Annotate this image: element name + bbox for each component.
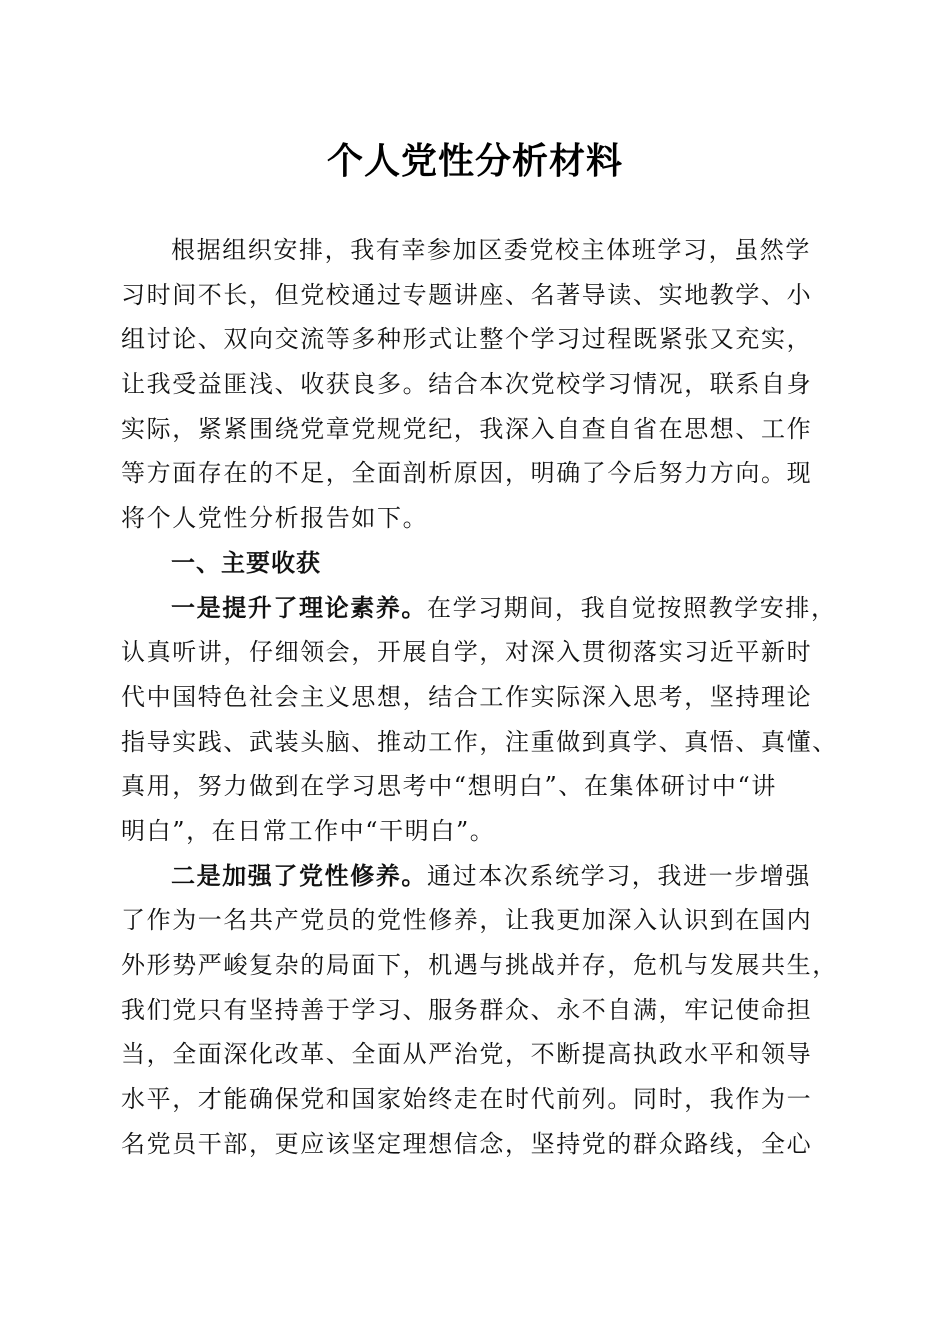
paragraph-line: 组讨论、双向交流等多种形式让整个学习过程既紧张又充实， — [121, 325, 813, 354]
paragraph-line: 认真听讲，仔细领会，开展自学，对深入贯彻落实习近平新时 — [121, 638, 813, 667]
point-text: 通过本次系统学习，我进一步增强 — [427, 861, 811, 890]
intro-paragraph — [121, 228, 835, 541]
paragraph-line: 习时间不长，但党校通过专题讲座、名著导读、实地教学、小 — [121, 280, 813, 309]
paragraph-line: 实际，紧紧围绕党章党规党纪，我深入自查自省在思想、工作 — [121, 414, 813, 443]
document-body — [121, 228, 838, 1166]
paragraph-line: 代中国特色社会主义思想，结合工作实际深入思考，坚持理论 — [121, 682, 813, 711]
paragraph-line: 根据组织安排，我有幸参加区委党校主体班学习，虽然学 — [171, 236, 811, 264]
point-lead: 二是加强了党性修养。 — [171, 860, 427, 890]
paragraph-line: 名党员干部，更应该坚定理想信念，坚持党的群众路线，全心 — [121, 1129, 813, 1158]
paragraph-line: 让我受益匪浅、收获良多。结合本次党校学习情况，联系自身 — [121, 370, 813, 399]
point-lead: 一是提升了理论素养。 — [171, 592, 427, 622]
point-two-paragraph — [121, 854, 838, 1167]
section-heading: 一、主要收获 — [171, 548, 321, 577]
paragraph-line: 指导实践、武装头脑、推动工作，注重做到真学、真悟、真懂、 — [121, 727, 838, 756]
paragraph-first-line — [121, 854, 835, 899]
paragraph-line: 明白”，在日常工作中“干明白”。 — [121, 816, 496, 845]
paragraph-line: 当，全面深化改革、全面从严治党，不断提高执政水平和领导 — [121, 1040, 813, 1069]
paragraph-line: 我们党只有坚持善于学习、服务群众、永不自满，牢记使命担 — [121, 995, 813, 1024]
paragraph-line: 将个人党性分析报告如下。 — [121, 504, 429, 533]
paragraph-first-line — [121, 586, 835, 631]
paragraph-line: 真用，努力做到在学习思考中“想明白”、在集体研讨中“讲 — [121, 772, 778, 801]
document-title: 个人党性分析材料 — [326, 140, 623, 182]
point-text: 在学习期间，我自觉按照教学安排， — [427, 593, 837, 622]
paragraph-line: 等方面存在的不足，全面剖析原因，明确了今后努力方向。现 — [121, 459, 813, 488]
paragraph-line: 外形势严峻复杂的局面下，机遇与挑战并存，危机与发展共生， — [121, 951, 838, 979]
point-one-paragraph — [121, 586, 838, 854]
paragraph-line: 水平，才能确保党和国家始终走在时代前列。同时，我作为一 — [121, 1085, 813, 1114]
paragraph-line: 了作为一名共产党员的党性修养，让我更加深入认识到在国内 — [121, 906, 813, 935]
